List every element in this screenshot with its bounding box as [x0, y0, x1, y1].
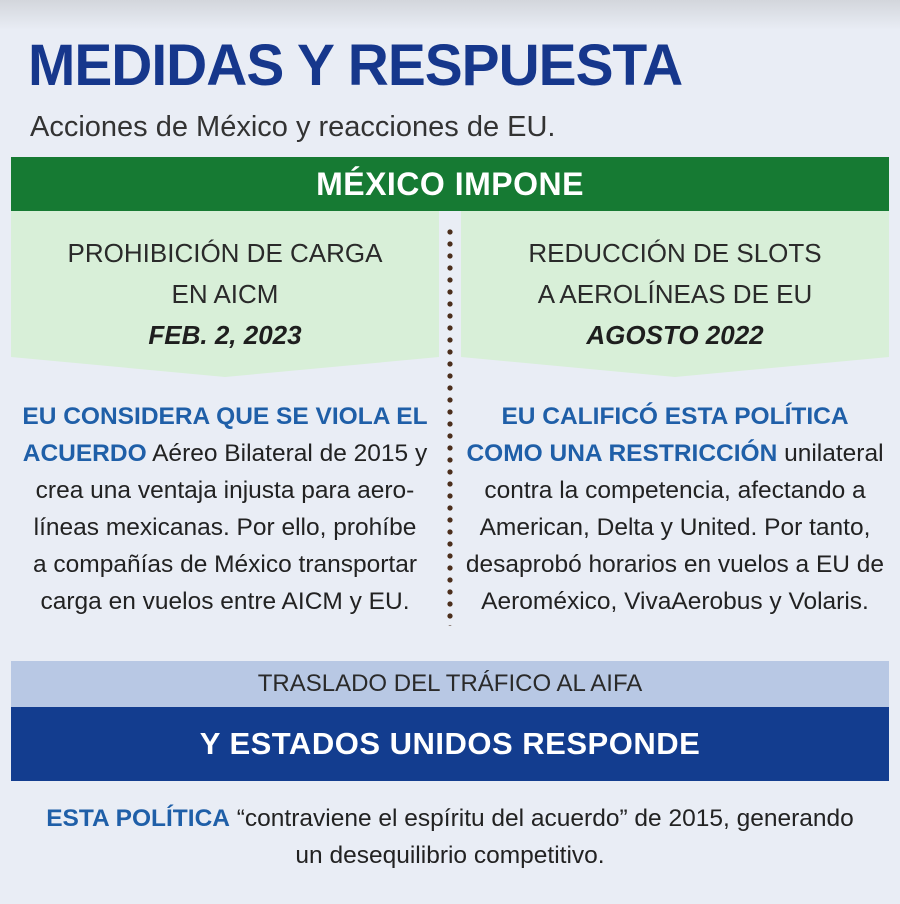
desc-left-highlight-2: ACUERDO — [22, 440, 147, 467]
panel-right-line2: A AEROLÍNEAS DE EU — [537, 279, 813, 309]
panel-right-line1: REDUCCIÓN DE SLOTS — [528, 238, 822, 268]
desc-right-line5: desaprobó horarios en vuelos a EU de — [465, 551, 885, 578]
panel-slots-reduction — [461, 211, 889, 377]
transfer-band: TRASLADO DEL TRÁFICO AL AIFA — [11, 661, 889, 707]
panel-left-text — [11, 233, 439, 356]
desc-right — [465, 398, 885, 620]
page-title: MEDIDAS Y RESPUESTA — [28, 33, 683, 98]
us-response-line2: un desequilibrio competitivo. — [295, 842, 605, 869]
desc-left — [15, 398, 435, 620]
us-responds-heading: Y ESTADOS UNIDOS RESPONDE — [11, 707, 889, 781]
desc-right-highlight-1: EU CALIFICÓ ESTA POLÍTICA — [501, 403, 849, 430]
panel-left-line1: PROHIBICIÓN DE CARGA — [67, 238, 383, 268]
panel-left-line2: EN AICM — [171, 279, 279, 309]
desc-left-line6: carga en vuelos entre AICM y EU. — [40, 588, 410, 615]
us-response-highlight: ESTA POLÍTICA — [46, 805, 230, 832]
page-subtitle: Acciones de México y reacciones de EU. — [30, 111, 556, 143]
mexico-impone-heading: MÉXICO IMPONE — [11, 157, 889, 211]
us-response-text — [0, 800, 900, 874]
desc-left-rest-2: Aéreo Bilateral de 2015 y — [146, 440, 428, 467]
panel-right-date: AGOSTO 2022 — [586, 320, 764, 350]
desc-right-rest-2: unilateral — [777, 440, 884, 467]
desc-right-line6: Aeroméxico, VivaAerobus y Volaris. — [481, 588, 869, 615]
panel-cargo-ban — [11, 211, 439, 377]
top-shade — [0, 0, 900, 30]
desc-left-line5: a compañías de México transportar — [32, 551, 418, 578]
panel-right-text — [461, 233, 889, 356]
panel-left-date: FEB. 2, 2023 — [148, 320, 302, 350]
desc-left-line4: líneas mexicanas. Por ello, prohíbe — [33, 514, 417, 541]
us-response-rest-1: “contraviene el espíritu del acuerdo” de 2015, generando — [229, 805, 854, 832]
desc-left-line3: crea una ventaja injusta para aero- — [35, 477, 415, 504]
desc-right-highlight-2: COMO UNA RESTRICCIÓN — [466, 440, 778, 467]
desc-right-line3: contra la competencia, afectando a — [484, 477, 866, 504]
desc-right-line4: American, Delta y United. Por tanto, — [479, 514, 871, 541]
dotted-divider — [446, 226, 454, 626]
desc-left-highlight-1: EU CONSIDERA QUE SE VIOLA EL — [22, 403, 428, 430]
